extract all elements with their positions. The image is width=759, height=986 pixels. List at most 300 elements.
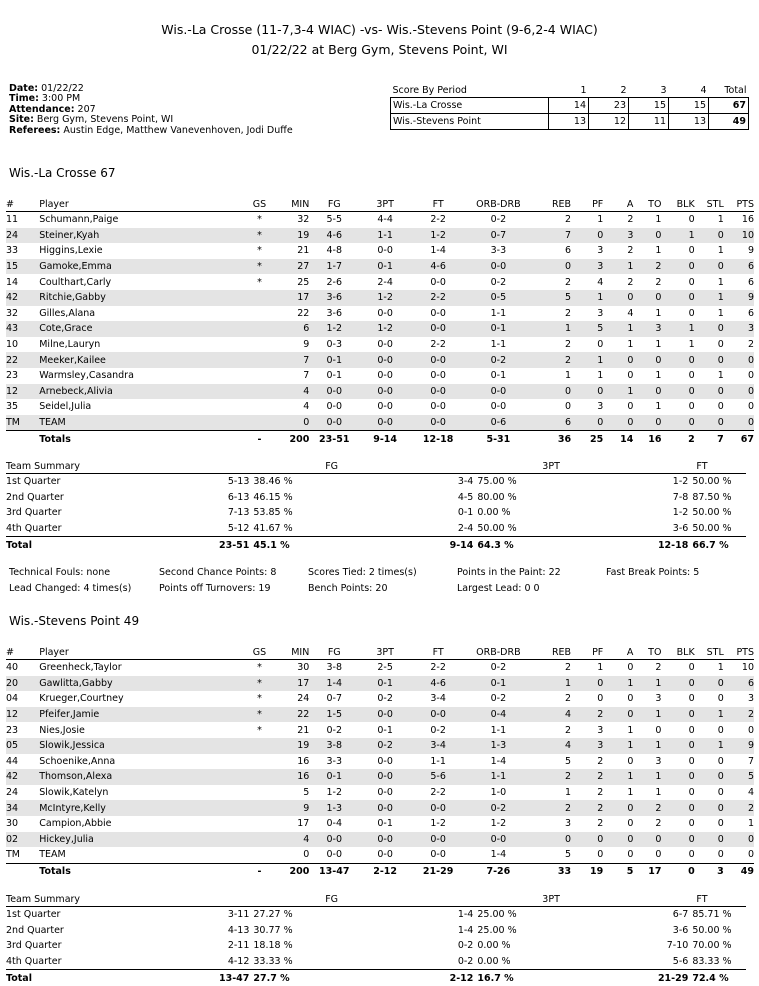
summary-cell: 50.00 % <box>692 507 732 519</box>
player-a: 0 <box>627 662 634 674</box>
player-3pt: 0-2 <box>359 738 411 754</box>
player-stl: 0 <box>695 228 724 244</box>
player-orb-drb: 1-1 <box>465 769 531 785</box>
summary-cell: 4-13 <box>227 924 250 936</box>
player-blk: 1 <box>661 228 694 244</box>
player-3pt: 0-0 <box>377 245 393 257</box>
summary-header-row <box>6 459 746 474</box>
player-row <box>6 352 754 368</box>
player-blk: 0 <box>688 214 695 226</box>
player-orb-drb: 1-1 <box>490 724 507 736</box>
player-row <box>6 816 754 832</box>
player-pf: 3 <box>597 307 604 319</box>
player-num: 42 <box>6 769 39 785</box>
player-fg: 0-0 <box>326 849 342 861</box>
player-min: 25 <box>297 276 310 288</box>
player-to: 1 <box>655 401 662 413</box>
player-player: Hickey,Julia <box>39 832 247 848</box>
player-gs: * <box>257 662 262 674</box>
player-pts: 5 <box>724 769 754 785</box>
player-to: 1 <box>655 245 662 257</box>
player-ft: 0-0 <box>430 307 446 319</box>
summary-header-row <box>6 892 746 907</box>
player-gs <box>247 306 272 322</box>
player-num: 24 <box>6 787 19 799</box>
player-pts: 4 <box>747 787 754 799</box>
player-player: Milne,Lauryn <box>39 339 101 351</box>
player-num: 30 <box>6 818 19 830</box>
player-pf: 3 <box>597 724 604 736</box>
summary-cell: 0.00 % <box>477 940 511 952</box>
player-blk: 0 <box>661 290 694 306</box>
player-blk: 0 <box>688 849 695 861</box>
player-a: 2 <box>627 214 634 226</box>
player-player: Thomson,Alexa <box>39 769 247 785</box>
player-reb: 2 <box>565 276 572 288</box>
player-to: 1 <box>633 738 661 754</box>
player-to: 1 <box>655 787 662 799</box>
player-num: 20 <box>6 676 39 692</box>
player-min: 16 <box>297 755 310 767</box>
summary-gap <box>526 907 658 923</box>
column-header-ft: FT <box>411 197 465 212</box>
player-player: Schoenike,Anna <box>39 755 116 767</box>
player-gs <box>247 847 272 863</box>
player-a: 0 <box>627 693 634 705</box>
player-blk: 0 <box>688 307 695 319</box>
summary-gap <box>307 490 444 506</box>
player-reb: 2 <box>565 662 572 674</box>
summary-cell: 0-2 <box>457 956 474 968</box>
summary-cell: 2nd Quarter <box>6 491 64 503</box>
player-blk: 1 <box>688 339 695 351</box>
player-pf: 1 <box>597 662 604 674</box>
column-header-row <box>6 645 754 660</box>
player-a: 1 <box>627 339 634 351</box>
player-orb-drb: 3-3 <box>490 245 507 257</box>
player-gs: * <box>257 214 262 226</box>
column-header-min: MIN <box>272 197 309 212</box>
player-a: 0 <box>627 401 634 413</box>
column-header-pts: PTS <box>724 645 754 660</box>
player-stl: 0 <box>717 849 724 861</box>
totals-row <box>6 431 754 447</box>
player-row <box>6 321 754 337</box>
player-to: 1 <box>655 370 662 382</box>
summary-quarter-row <box>6 938 746 954</box>
game-info <box>9 84 293 136</box>
player-blk: 0 <box>688 245 695 257</box>
player-stl: 0 <box>695 800 724 816</box>
player-a: 2 <box>627 245 634 257</box>
summary-cell: 1st Quarter <box>6 476 61 488</box>
sbp-score: 13 <box>669 114 709 130</box>
team-1-summary <box>6 459 746 553</box>
player-stl: 0 <box>717 787 724 799</box>
player-stl: 1 <box>717 245 724 257</box>
player-min: 32 <box>297 214 310 226</box>
player-pf: 2 <box>597 818 604 830</box>
player-to: 2 <box>633 259 661 275</box>
player-a: 3 <box>603 228 633 244</box>
fast-break-points: Fast Break Points: 5 <box>606 567 700 578</box>
player-player: Steiner,Kyah <box>39 228 247 244</box>
player-stl: 0 <box>695 352 724 368</box>
player-ft: 0-0 <box>430 401 446 413</box>
sbp-team: Wis.-La Crosse <box>391 98 549 114</box>
site-label: Site: <box>9 114 34 126</box>
player-ft: 2-2 <box>430 339 446 351</box>
player-3pt: 0-2 <box>377 693 393 705</box>
player-num: 04 <box>6 693 19 705</box>
player-reb: 6 <box>532 415 571 431</box>
summary-gap <box>307 970 444 986</box>
player-min: 0 <box>303 849 310 861</box>
column-header-3pt: 3PT <box>359 197 411 212</box>
player-pts: 0 <box>724 415 754 431</box>
player-player: Meeker,Kailee <box>39 352 247 368</box>
player-a: 1 <box>603 676 633 692</box>
summary-gap <box>307 537 444 553</box>
player-fg: 5-5 <box>326 214 342 226</box>
summary-cell: 27.7 % <box>253 970 307 986</box>
player-player: TEAM <box>39 849 66 861</box>
totals-min: 200 <box>272 863 309 879</box>
player-orb-drb: 0-2 <box>490 276 507 288</box>
sbp-score: 15 <box>669 98 709 114</box>
summary-cell: 50.00 % <box>692 476 732 488</box>
player-player: Gilles,Alana <box>39 307 96 319</box>
summary-cell: 18.18 % <box>253 940 293 952</box>
team-1-title: Wis.-La Crosse 67 <box>9 166 116 180</box>
player-fg: 0-2 <box>326 724 342 736</box>
sbp-score: 15 <box>629 98 669 114</box>
totals-min: 200 <box>272 431 309 447</box>
player-3pt: 0-1 <box>359 676 411 692</box>
column-header-pf: PF <box>571 645 603 660</box>
player-row <box>6 754 754 770</box>
summary-cell: 2nd Quarter <box>6 924 64 936</box>
player-to: 2 <box>655 818 662 830</box>
column-header-reb: REB <box>532 645 571 660</box>
summary-ft-header: FT <box>658 459 746 474</box>
column-header-to: TO <box>633 197 661 212</box>
scores-tied: Scores Tied: 2 times(s) <box>308 567 417 578</box>
player-pf: 3 <box>597 245 604 257</box>
player-reb: 2 <box>532 352 571 368</box>
summary-label: Team Summary <box>6 459 219 474</box>
player-player: Seidel,Julia <box>39 401 92 413</box>
player-player: Coulthart,Carly <box>39 276 112 288</box>
player-reb: 5 <box>532 290 571 306</box>
summary-cell: 1-4 <box>457 909 474 921</box>
player-orb-drb: 1-4 <box>490 849 507 861</box>
summary-cell: 4-5 <box>457 491 474 503</box>
player-stl: 0 <box>695 415 724 431</box>
totals-gs: - <box>247 431 272 447</box>
player-fg: 0-1 <box>326 370 342 382</box>
player-stl: 0 <box>695 676 724 692</box>
player-min: 17 <box>272 676 309 692</box>
summary-ft-header: FT <box>658 892 746 907</box>
player-pf: 0 <box>571 384 603 400</box>
summary-gap <box>307 907 444 923</box>
player-player: Slowik,Katelyn <box>39 787 109 799</box>
player-row <box>6 660 754 676</box>
player-pf: 2 <box>571 707 603 723</box>
player-orb-drb: 0-0 <box>490 401 507 413</box>
column-header-a: A <box>603 645 633 660</box>
player-min: 21 <box>297 245 310 257</box>
player-ft: 0-0 <box>411 384 465 400</box>
player-a: 1 <box>627 787 634 799</box>
player-reb: 4 <box>532 738 571 754</box>
player-stl: 0 <box>695 832 724 848</box>
player-ft: 3-4 <box>411 738 465 754</box>
player-a: 0 <box>603 352 633 368</box>
date-value: 01/22/22 <box>41 83 84 94</box>
player-pts: 0 <box>747 724 754 736</box>
player-min: 17 <box>272 290 309 306</box>
summary-cell: 0-1 <box>457 507 474 519</box>
player-num: TM <box>6 849 20 861</box>
summary-cell: 3-4 <box>457 476 474 488</box>
summary-cell: 1-2 <box>672 507 689 519</box>
summary-cell: 3rd Quarter <box>6 940 62 952</box>
player-stl: 0 <box>717 755 724 767</box>
summary-cell: 4th Quarter <box>6 523 62 535</box>
player-gs <box>247 290 272 306</box>
player-pf: 1 <box>597 370 604 382</box>
player-num: 24 <box>6 228 39 244</box>
player-num: 44 <box>6 755 19 767</box>
player-min: 27 <box>272 259 309 275</box>
player-pts: 6 <box>724 259 754 275</box>
player-stl: 0 <box>695 769 724 785</box>
player-blk: 0 <box>661 800 694 816</box>
player-blk: 0 <box>688 401 695 413</box>
player-ft: 1-2 <box>430 818 446 830</box>
summary-quarter-row <box>6 474 746 490</box>
player-stl: 1 <box>695 290 724 306</box>
player-a: 0 <box>627 849 634 861</box>
player-min: 7 <box>303 370 310 382</box>
player-orb-drb: 0-2 <box>465 352 531 368</box>
player-min: 5 <box>303 787 310 799</box>
player-blk: 0 <box>688 787 695 799</box>
team-1-box-score <box>6 197 754 447</box>
player-row <box>6 399 754 415</box>
player-fg: 0-0 <box>309 384 359 400</box>
player-a: 4 <box>627 307 634 319</box>
column-header-gs: GS <box>247 645 272 660</box>
player-3pt: 1-2 <box>359 321 411 337</box>
player-player: Arnebeck,Alivia <box>39 384 247 400</box>
team-2-summary <box>6 892 746 986</box>
player-a: 2 <box>627 276 634 288</box>
summary-cell: 4th Quarter <box>6 956 62 968</box>
player-fg: 0-0 <box>309 832 359 848</box>
player-num: 23 <box>6 724 19 736</box>
player-player: Gawlitta,Gabby <box>39 676 247 692</box>
summary-gap <box>526 505 658 521</box>
player-pf: 3 <box>571 738 603 754</box>
player-3pt: 0-0 <box>359 832 411 848</box>
player-a: 1 <box>627 724 634 736</box>
player-pts: 9 <box>724 738 754 754</box>
player-min: 16 <box>272 769 309 785</box>
player-gs <box>247 816 272 832</box>
column-header-row <box>6 197 754 212</box>
totals-player: Totals <box>39 431 247 447</box>
sbp-score: 13 <box>549 114 589 130</box>
summary-fg-header: FG <box>219 892 444 907</box>
player-min: 9 <box>303 339 310 351</box>
summary-cell: 3-6 <box>672 523 689 535</box>
attendance-label: Attendance: <box>9 103 75 115</box>
player-stl: 1 <box>695 738 724 754</box>
player-to: 3 <box>633 321 661 337</box>
player-3pt: 1-2 <box>359 290 411 306</box>
player-pf: 2 <box>571 800 603 816</box>
player-ft: 2-2 <box>430 214 446 226</box>
summary-fg-header: FG <box>219 459 444 474</box>
player-to: 1 <box>633 707 661 723</box>
player-num: 11 <box>6 214 19 226</box>
player-min: 19 <box>272 228 309 244</box>
sbp-row <box>391 98 749 114</box>
player-reb: 0 <box>532 384 571 400</box>
player-3pt: 0-0 <box>377 787 393 799</box>
player-gs: * <box>247 228 272 244</box>
player-3pt: 0-0 <box>377 339 393 351</box>
player-gs <box>247 384 272 400</box>
player-row <box>6 306 754 322</box>
player-ft: 0-0 <box>411 832 465 848</box>
column-header-reb: REB <box>532 197 571 212</box>
totals-num <box>6 431 39 447</box>
totals-to: 17 <box>633 863 661 879</box>
player-to: 2 <box>633 800 661 816</box>
player-row <box>6 691 754 707</box>
column-header-stl: STL <box>695 197 724 212</box>
player-3pt: 0-0 <box>377 370 393 382</box>
player-row <box>6 722 754 738</box>
summary-cell: 50.00 % <box>477 523 517 535</box>
player-row <box>6 290 754 306</box>
player-num: 02 <box>6 832 39 848</box>
column-header-fg: FG <box>309 197 359 212</box>
player-fg: 1-7 <box>309 259 359 275</box>
player-num: 34 <box>6 800 39 816</box>
player-num: 35 <box>6 401 19 413</box>
summary-quarter-row <box>6 954 746 970</box>
sbp-period-3: 3 <box>660 85 667 96</box>
summary-cell: 66.7 % <box>692 537 746 553</box>
player-blk: 0 <box>688 755 695 767</box>
player-fg: 1-2 <box>309 321 359 337</box>
player-row <box>6 212 754 228</box>
column-header-stl: STL <box>695 645 724 660</box>
player-orb-drb: 0-1 <box>465 676 531 692</box>
player-pts: 9 <box>724 290 754 306</box>
player-row <box>6 707 754 723</box>
totals-stl: 7 <box>695 431 724 447</box>
player-orb-drb: 0-7 <box>465 228 531 244</box>
player-fg: 0-3 <box>326 339 342 351</box>
player-gs <box>247 754 272 770</box>
player-a: 1 <box>603 384 633 400</box>
player-ft: 0-0 <box>430 370 446 382</box>
player-ft: 5-6 <box>411 769 465 785</box>
totals-orb-drb: 5-31 <box>465 431 531 447</box>
player-fg: 3-8 <box>309 738 359 754</box>
player-pts: 6 <box>747 276 754 288</box>
summary-cell: 6-7 <box>672 909 689 921</box>
player-pf: 1 <box>571 290 603 306</box>
player-player: TEAM <box>39 415 247 431</box>
player-pf: 0 <box>571 228 603 244</box>
player-gs: * <box>247 707 272 723</box>
player-row <box>6 337 754 353</box>
sbp-total-label: Total <box>724 85 747 96</box>
player-reb: 5 <box>565 755 572 767</box>
player-gs: * <box>257 276 262 288</box>
player-min: 4 <box>272 832 309 848</box>
player-reb: 1 <box>532 676 571 692</box>
player-row <box>6 832 754 848</box>
game-subtitle: 01/22/22 at Berg Gym, Stevens Point, WI <box>251 42 508 57</box>
summary-gap <box>526 474 658 490</box>
player-num: 12 <box>6 384 39 400</box>
player-pf: 0 <box>571 832 603 848</box>
score-by-period-table <box>390 84 749 130</box>
summary-quarter-row <box>6 505 746 521</box>
player-pts: 10 <box>724 228 754 244</box>
largest-lead: Largest Lead: 0 0 <box>457 583 540 594</box>
summary-cell: 4-12 <box>227 956 250 968</box>
sbp-period-2: 2 <box>620 85 627 96</box>
player-pts: 2 <box>747 339 754 351</box>
sbp-total: 67 <box>709 98 749 114</box>
player-min: 6 <box>272 321 309 337</box>
summary-cell: 1-4 <box>457 924 474 936</box>
player-orb-drb: 0-2 <box>490 693 507 705</box>
player-blk: 0 <box>661 707 694 723</box>
summary-gap <box>526 954 658 970</box>
column-header-gs: GS <box>247 197 272 212</box>
summary-cell: 75.00 % <box>477 476 517 488</box>
lead-changed: Lead Changed: 4 times(s) <box>9 583 132 594</box>
player-to: 0 <box>633 228 661 244</box>
player-a: 1 <box>603 738 633 754</box>
player-to: 3 <box>655 755 662 767</box>
player-ft: 2-2 <box>430 787 446 799</box>
summary-quarter-row <box>6 923 746 939</box>
player-ft: 0-2 <box>430 724 446 736</box>
player-3pt: 0-1 <box>377 818 393 830</box>
player-3pt: 1-1 <box>359 228 411 244</box>
summary-cell: Total <box>6 537 219 553</box>
player-stl: 0 <box>717 724 724 736</box>
player-ft: 0-0 <box>411 352 465 368</box>
sbp-label: Score By Period <box>392 85 467 96</box>
player-stl: 0 <box>717 818 724 830</box>
totals-reb: 36 <box>532 431 571 447</box>
player-orb-drb: 0-4 <box>465 707 531 723</box>
summary-cell: 53.85 % <box>253 507 293 519</box>
player-blk: 0 <box>661 352 694 368</box>
